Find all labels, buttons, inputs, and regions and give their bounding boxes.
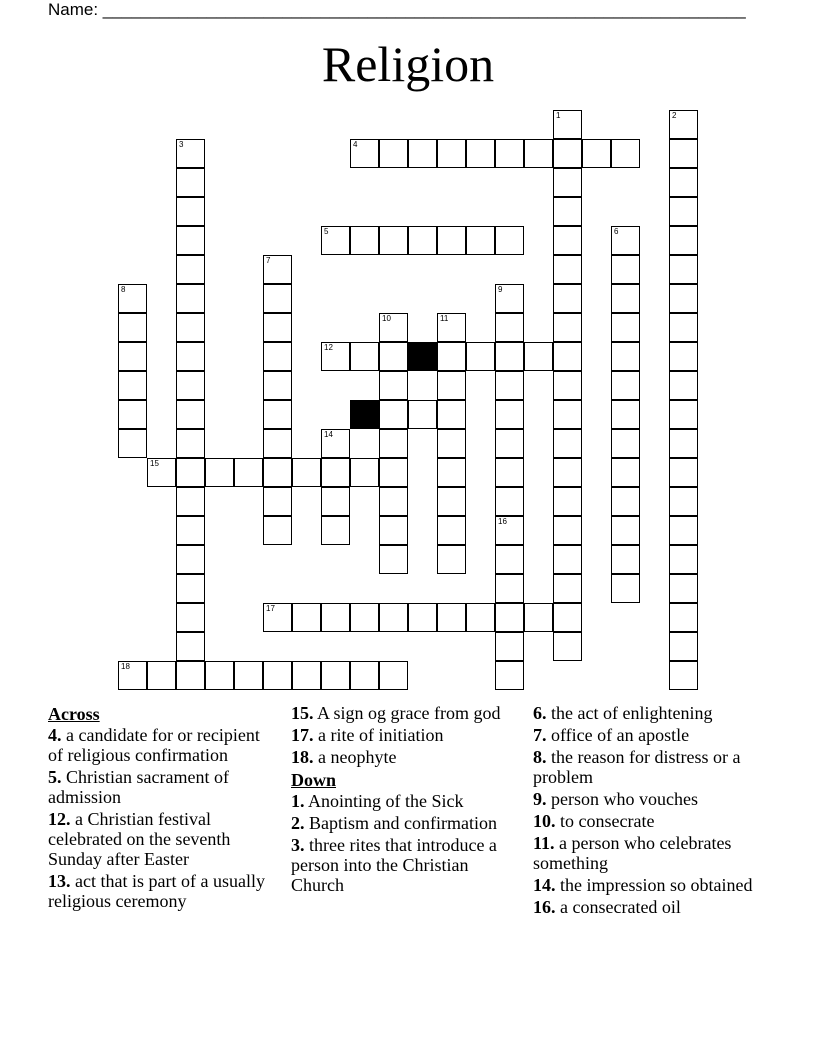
clue-number: 18	[121, 662, 130, 671]
clue-item	[291, 747, 521, 767]
grid-cell[interactable]	[176, 574, 205, 603]
grid-cell[interactable]	[495, 574, 524, 603]
grid-cell[interactable]	[553, 168, 582, 197]
clue-heading-down: Down	[291, 770, 337, 790]
grid-cell[interactable]	[176, 284, 205, 313]
grid-cell[interactable]	[553, 603, 582, 632]
grid-cell[interactable]	[321, 487, 350, 516]
clue-number: 5	[324, 227, 329, 236]
grid-cell[interactable]	[553, 545, 582, 574]
grid-cell[interactable]	[321, 342, 350, 371]
grid-cell[interactable]	[495, 661, 524, 690]
grid-cell[interactable]	[611, 284, 640, 313]
page-title: Religion	[321, 36, 495, 92]
clue-column-2	[291, 703, 521, 897]
grid-cell[interactable]	[321, 661, 350, 690]
clue-item	[533, 811, 773, 831]
grid-cell[interactable]	[263, 342, 292, 371]
clue-number: 9	[498, 285, 503, 294]
clue-item-text: a person who celebrates something	[533, 833, 732, 873]
grid-cell[interactable]	[669, 313, 698, 342]
grid-block	[408, 342, 437, 371]
grid-cell[interactable]	[669, 516, 698, 545]
grid-cell[interactable]	[350, 458, 379, 487]
grid-cell[interactable]	[611, 342, 640, 371]
grid-cell[interactable]	[321, 429, 350, 458]
grid-cell[interactable]	[553, 226, 582, 255]
grid-cell[interactable]	[466, 226, 495, 255]
clue-number: 3	[179, 140, 184, 149]
clue-column-1	[48, 703, 278, 913]
grid-cell[interactable]	[553, 342, 582, 371]
clue-number: 2	[672, 111, 677, 120]
grid-cell[interactable]	[118, 342, 147, 371]
clue-item-text: to consecrate	[560, 811, 655, 831]
grid-cell[interactable]	[379, 139, 408, 168]
clue-item-number: 8.	[533, 747, 547, 767]
grid-cell[interactable]	[408, 400, 437, 429]
grid-cell[interactable]	[176, 458, 205, 487]
grid-cell[interactable]	[553, 313, 582, 342]
clue-item-number: 9.	[533, 789, 547, 809]
grid-cell[interactable]	[553, 574, 582, 603]
grid-cell[interactable]	[669, 139, 698, 168]
grid-cell[interactable]	[292, 458, 321, 487]
clue-item	[533, 747, 773, 787]
grid-cell[interactable]	[176, 255, 205, 284]
clue-item-text: person who vouches	[551, 789, 698, 809]
grid-cell[interactable]	[205, 661, 234, 690]
clue-item	[533, 875, 773, 895]
grid-cell[interactable]	[495, 371, 524, 400]
grid-cell[interactable]	[495, 400, 524, 429]
clue-item-number: 4.	[48, 725, 62, 745]
grid-cell[interactable]	[176, 661, 205, 690]
clue-number: 1	[556, 111, 561, 120]
clue-item-text: Christian sacrament of admission	[48, 767, 229, 807]
grid-cell[interactable]	[379, 661, 408, 690]
clue-number: 13	[353, 401, 362, 410]
grid-cell[interactable]	[379, 603, 408, 632]
grid-cell[interactable]	[669, 255, 698, 284]
grid-cell[interactable]	[553, 400, 582, 429]
clue-item-number: 14.	[533, 875, 556, 895]
clue-heading-across: Across	[48, 704, 100, 724]
grid-cell[interactable]	[669, 545, 698, 574]
grid-cell[interactable]	[553, 632, 582, 661]
grid-cell[interactable]	[263, 487, 292, 516]
grid-cell[interactable]	[553, 458, 582, 487]
grid-cell[interactable]	[321, 603, 350, 632]
clue-item-number: 1.	[291, 791, 305, 811]
grid-cell[interactable]	[118, 371, 147, 400]
grid-cell[interactable]	[611, 487, 640, 516]
grid-cell[interactable]	[466, 139, 495, 168]
clue-number: 6	[614, 227, 619, 236]
grid-cell[interactable]	[350, 139, 379, 168]
clue-item-text: a Christian festival celebrated on the seventh Sunday after Easter	[48, 809, 231, 869]
grid-cell[interactable]	[437, 139, 466, 168]
grid-cell[interactable]	[466, 603, 495, 632]
clue-item	[291, 703, 521, 723]
clue-item-text: a candidate for or recipient of religious confirmation	[48, 725, 260, 765]
grid-cell[interactable]	[495, 284, 524, 313]
clue-item-number: 18.	[291, 747, 314, 767]
clue-item-number: 2.	[291, 813, 305, 833]
grid-cell[interactable]	[611, 545, 640, 574]
grid-cell[interactable]	[379, 545, 408, 574]
grid-cell[interactable]	[495, 516, 524, 545]
clue-item	[533, 725, 773, 745]
clue-item-text: A sign og grace from god	[317, 703, 501, 723]
grid-cell[interactable]	[669, 632, 698, 661]
grid-cell[interactable]	[118, 661, 147, 690]
grid-cell[interactable]	[379, 429, 408, 458]
clue-number: 10	[382, 314, 391, 323]
grid-cell[interactable]	[495, 342, 524, 371]
grid-cell[interactable]	[553, 487, 582, 516]
grid-cell[interactable]	[350, 226, 379, 255]
grid-cell[interactable]	[611, 400, 640, 429]
clue-item	[291, 725, 521, 745]
clue-item-number: 17.	[291, 725, 314, 745]
clue-item-number: 5.	[48, 767, 62, 787]
grid-cell[interactable]	[437, 400, 466, 429]
grid-cell[interactable]	[176, 487, 205, 516]
clue-item	[48, 725, 278, 765]
grid-cell[interactable]	[495, 487, 524, 516]
clue-number: 17	[266, 604, 275, 613]
grid-cell[interactable]	[437, 545, 466, 574]
grid-cell[interactable]	[263, 603, 292, 632]
clue-column-3	[533, 703, 773, 919]
clue-number: 4	[353, 140, 358, 149]
grid-cell[interactable]	[118, 400, 147, 429]
grid-cell[interactable]	[379, 458, 408, 487]
grid-cell[interactable]	[611, 226, 640, 255]
clue-item-text: a rite of initiation	[318, 725, 444, 745]
grid-cell[interactable]	[582, 139, 611, 168]
grid-cell[interactable]	[408, 139, 437, 168]
grid-cell[interactable]	[437, 313, 466, 342]
grid-cell[interactable]	[176, 429, 205, 458]
clue-item-text: Anointing of the Sick	[308, 791, 464, 811]
grid-cell[interactable]	[437, 487, 466, 516]
grid-cell[interactable]	[408, 603, 437, 632]
grid-block	[350, 400, 379, 429]
grid-cell[interactable]	[669, 458, 698, 487]
grid-cell[interactable]	[495, 429, 524, 458]
clue-item-number: 7.	[533, 725, 547, 745]
grid-cell[interactable]	[669, 197, 698, 226]
grid-cell[interactable]	[553, 255, 582, 284]
grid-cell[interactable]	[321, 226, 350, 255]
clue-number: 11	[440, 314, 449, 323]
grid-cell[interactable]	[176, 516, 205, 545]
grid-cell[interactable]	[379, 226, 408, 255]
name-line[interactable]: Name: ____________________________________________________________________	[48, 0, 746, 19]
clue-item	[533, 833, 773, 873]
clue-number: 16	[498, 517, 507, 526]
grid-cell[interactable]	[495, 226, 524, 255]
grid-cell[interactable]	[379, 516, 408, 545]
grid-cell[interactable]	[495, 313, 524, 342]
grid-cell[interactable]	[147, 458, 176, 487]
grid-cell[interactable]	[669, 226, 698, 255]
grid-cell[interactable]	[176, 632, 205, 661]
clue-item-number: 16.	[533, 897, 556, 917]
grid-cell[interactable]	[437, 458, 466, 487]
clue-item-text: the impression so obtained	[560, 875, 753, 895]
clue-number: 8	[121, 285, 126, 294]
grid-cell[interactable]	[176, 400, 205, 429]
grid-cell[interactable]	[234, 458, 263, 487]
grid-cell[interactable]	[437, 371, 466, 400]
clue-item-number: 10.	[533, 811, 556, 831]
grid-cell[interactable]	[437, 603, 466, 632]
grid-cell[interactable]	[466, 342, 495, 371]
clue-item	[533, 789, 773, 809]
grid-cell[interactable]	[669, 284, 698, 313]
grid-cell[interactable]	[524, 139, 553, 168]
grid-cell[interactable]	[263, 371, 292, 400]
grid-cell[interactable]	[321, 516, 350, 545]
clue-item	[291, 835, 521, 895]
clue-number: 14	[324, 430, 333, 439]
clue-item-text: the act of enlightening	[551, 703, 713, 723]
grid-cell[interactable]	[176, 197, 205, 226]
grid-cell[interactable]	[553, 110, 582, 139]
grid-cell[interactable]	[437, 342, 466, 371]
grid-cell[interactable]	[118, 313, 147, 342]
grid-cell[interactable]	[611, 313, 640, 342]
grid-cell[interactable]	[263, 255, 292, 284]
grid-cell[interactable]	[611, 371, 640, 400]
clue-item-number: 6.	[533, 703, 547, 723]
grid-cell[interactable]	[495, 458, 524, 487]
grid-cell[interactable]	[379, 400, 408, 429]
grid-cell[interactable]	[611, 255, 640, 284]
grid-cell[interactable]	[669, 487, 698, 516]
grid-cell[interactable]	[553, 284, 582, 313]
grid-cell[interactable]	[611, 458, 640, 487]
grid-cell[interactable]	[263, 400, 292, 429]
grid-cell[interactable]	[524, 603, 553, 632]
grid-cell[interactable]	[292, 603, 321, 632]
clue-item-number: 3.	[291, 835, 305, 855]
grid-cell[interactable]	[263, 661, 292, 690]
grid-cell[interactable]	[611, 429, 640, 458]
grid-cell[interactable]	[379, 313, 408, 342]
clue-item	[533, 897, 773, 917]
grid-cell[interactable]	[669, 168, 698, 197]
grid-cell[interactable]	[408, 226, 437, 255]
grid-cell[interactable]	[611, 139, 640, 168]
grid-cell[interactable]	[176, 313, 205, 342]
clue-item-number: 11.	[533, 833, 555, 853]
grid-cell[interactable]	[205, 458, 234, 487]
grid-cell[interactable]	[263, 313, 292, 342]
grid-cell[interactable]	[669, 429, 698, 458]
grid-cell[interactable]	[147, 661, 176, 690]
clue-item	[48, 871, 278, 911]
clue-item	[291, 791, 521, 811]
grid-cell[interactable]	[553, 371, 582, 400]
grid-cell[interactable]	[176, 545, 205, 574]
clue-item-text: a consecrated oil	[560, 897, 681, 917]
grid-cell[interactable]	[553, 139, 582, 168]
grid-cell[interactable]	[263, 458, 292, 487]
clue-number: 12	[324, 343, 333, 352]
grid-cell[interactable]	[437, 429, 466, 458]
grid-cell[interactable]	[553, 197, 582, 226]
clue-item-text: the reason for distress or a problem	[533, 747, 741, 787]
grid-cell[interactable]	[176, 342, 205, 371]
clue-item-number: 13.	[48, 871, 71, 891]
grid-cell[interactable]	[495, 545, 524, 574]
clue-item	[48, 809, 278, 869]
clue-item	[48, 767, 278, 807]
grid-cell[interactable]	[669, 400, 698, 429]
clue-item-text: office of an apostle	[551, 725, 690, 745]
grid-cell[interactable]	[669, 574, 698, 603]
grid-cell[interactable]	[553, 429, 582, 458]
grid-cell[interactable]	[176, 226, 205, 255]
grid-cell[interactable]	[669, 110, 698, 139]
grid-cell[interactable]	[118, 284, 147, 313]
grid-cell[interactable]	[669, 661, 698, 690]
grid-cell[interactable]	[176, 603, 205, 632]
grid-cell[interactable]	[176, 168, 205, 197]
grid-cell[interactable]	[292, 661, 321, 690]
clue-item-text: three rites that introduce a person into the Christian Church	[291, 835, 497, 895]
clue-number: 7	[266, 256, 271, 265]
grid-cell[interactable]	[669, 342, 698, 371]
grid-cell[interactable]	[263, 516, 292, 545]
grid-cell[interactable]	[379, 487, 408, 516]
clue-item-number: 15.	[291, 703, 314, 723]
grid-cell[interactable]	[611, 574, 640, 603]
grid-cell[interactable]	[437, 226, 466, 255]
grid-cell[interactable]	[350, 342, 379, 371]
grid-cell[interactable]	[437, 516, 466, 545]
clue-item-number: 12.	[48, 809, 71, 829]
grid-cell[interactable]	[350, 661, 379, 690]
grid-cell[interactable]	[495, 139, 524, 168]
grid-cell[interactable]	[176, 139, 205, 168]
grid-cell[interactable]	[379, 371, 408, 400]
clue-number: 15	[150, 459, 159, 468]
grid-cell[interactable]	[495, 632, 524, 661]
grid-cell[interactable]	[669, 603, 698, 632]
grid-cell[interactable]	[495, 603, 524, 632]
clue-item-text: Baptism and confirmation	[309, 813, 497, 833]
clue-item-text: act that is part of a usually religious ceremony	[48, 871, 265, 911]
clue-item	[533, 703, 773, 723]
grid-cell[interactable]	[263, 284, 292, 313]
clue-item	[291, 813, 521, 833]
grid-cell[interactable]	[379, 342, 408, 371]
grid-cell[interactable]	[669, 371, 698, 400]
grid-cell[interactable]	[263, 429, 292, 458]
grid-cell[interactable]	[118, 429, 147, 458]
grid-cell[interactable]	[321, 458, 350, 487]
grid-cell[interactable]	[553, 516, 582, 545]
grid-cell[interactable]	[524, 342, 553, 371]
clue-item-text: a neophyte	[318, 747, 397, 767]
grid-cell[interactable]	[234, 661, 263, 690]
grid-cell[interactable]	[350, 603, 379, 632]
grid-cell[interactable]	[611, 516, 640, 545]
grid-cell[interactable]	[176, 371, 205, 400]
